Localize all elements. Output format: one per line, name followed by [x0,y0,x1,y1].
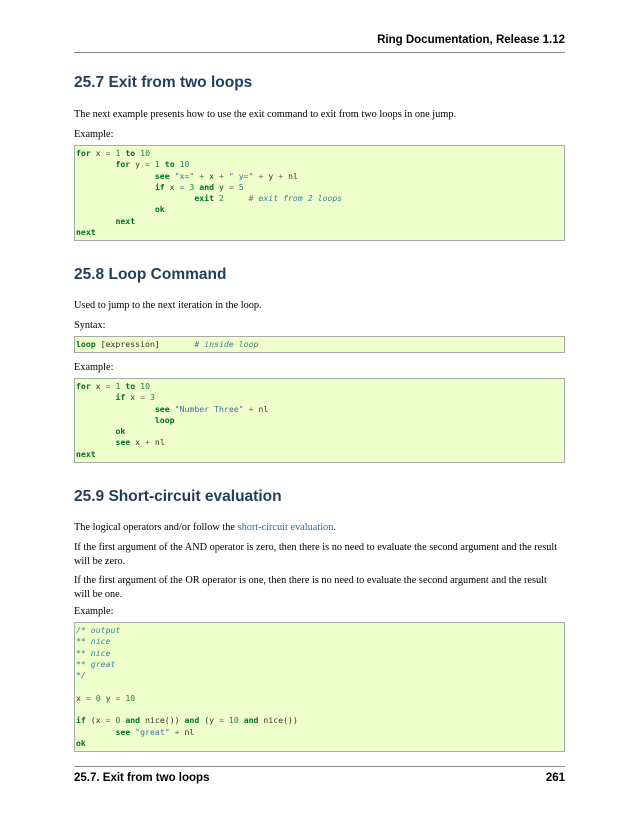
code-block-exit-example [74,145,565,241]
short-circuit-evaluation-link[interactable]: short-circuit evaluation [237,522,334,533]
footer-section-title: 25.7. Exit from two loops [74,772,210,784]
code-block-short-circuit-example [74,622,565,752]
code-line: loop [154,414,175,425]
intro-text-before: The logical operators and/or follow the [74,522,238,533]
section-title-exit-two-loops: 25.7 Exit from two loops [74,74,253,91]
code-line: if (x = 0 and nice()) and (y = 10 and nice()) [76,715,298,726]
code-line [76,681,565,692]
code-block-loop-syntax [74,336,565,353]
running-header: Ring Documentation, Release 1.12 [377,34,565,46]
section-title-short-circuit: 25.9 Short-circuit evaluation [74,488,282,505]
short-circuit-example-label: Example: [74,606,114,617]
code-line: ** nice [76,647,111,658]
code-line: for x = 1 to 10 [76,381,150,391]
code-line: ok [115,426,126,437]
or-operator-paragraph: If the first argument of the OR operator is one, then there is no need to evaluate the second argument and the result will be one. [74,575,547,600]
page-number: 261 [545,772,565,784]
code-line: if x = 3 and y = 5 [154,181,244,192]
code-line: loop [expression] # inside loop [76,339,259,349]
code-line: see "great" + nl [115,726,195,737]
code-line [76,704,565,715]
code-line: next [76,448,96,459]
and-operator-paragraph: If the first argument of the AND operator is zero, then there is no need to evaluate the second argument and the result will be zero. [74,542,558,567]
exit-example-label: Example: [74,129,114,140]
code-line: ok [154,204,165,215]
loop-example-label: Example: [74,362,114,373]
footer-rule [74,766,565,767]
code-line: ** nice [76,636,111,647]
code-line: see x + nl [115,437,165,448]
code-line: see "x=" + x + " y=" + y + nl [154,170,298,181]
code-line: /* output [76,625,121,635]
code-line: see "Number Three" + nl [154,403,269,414]
code-line: if x = 3 [115,392,155,403]
exit-intro-paragraph: The next example presents how to use the exit command to exit from two loops in one jump. [74,109,457,120]
code-line: for y = 1 to 10 [115,159,190,170]
code-block-loop-example [74,378,565,463]
section-title-loop-command: 25.8 Loop Command [74,266,227,283]
intro-text-after: . [333,522,336,533]
header-rule [74,52,565,53]
code-line: next [76,227,96,238]
code-line: next [115,215,136,226]
code-line: x = 0 y = 10 [76,692,136,703]
code-line: ** great [76,658,116,669]
code-line: */ [76,670,86,681]
short-circuit-intro-paragraph [74,521,565,535]
code-line: ok [76,737,86,748]
loop-intro-paragraph: Used to jump to the next iteration in the loop. [74,300,262,311]
code-line: for x = 1 to 10 [76,148,150,158]
loop-syntax-label: Syntax: [74,320,106,331]
code-line: exit 2 # exit from 2 loops [194,193,343,204]
